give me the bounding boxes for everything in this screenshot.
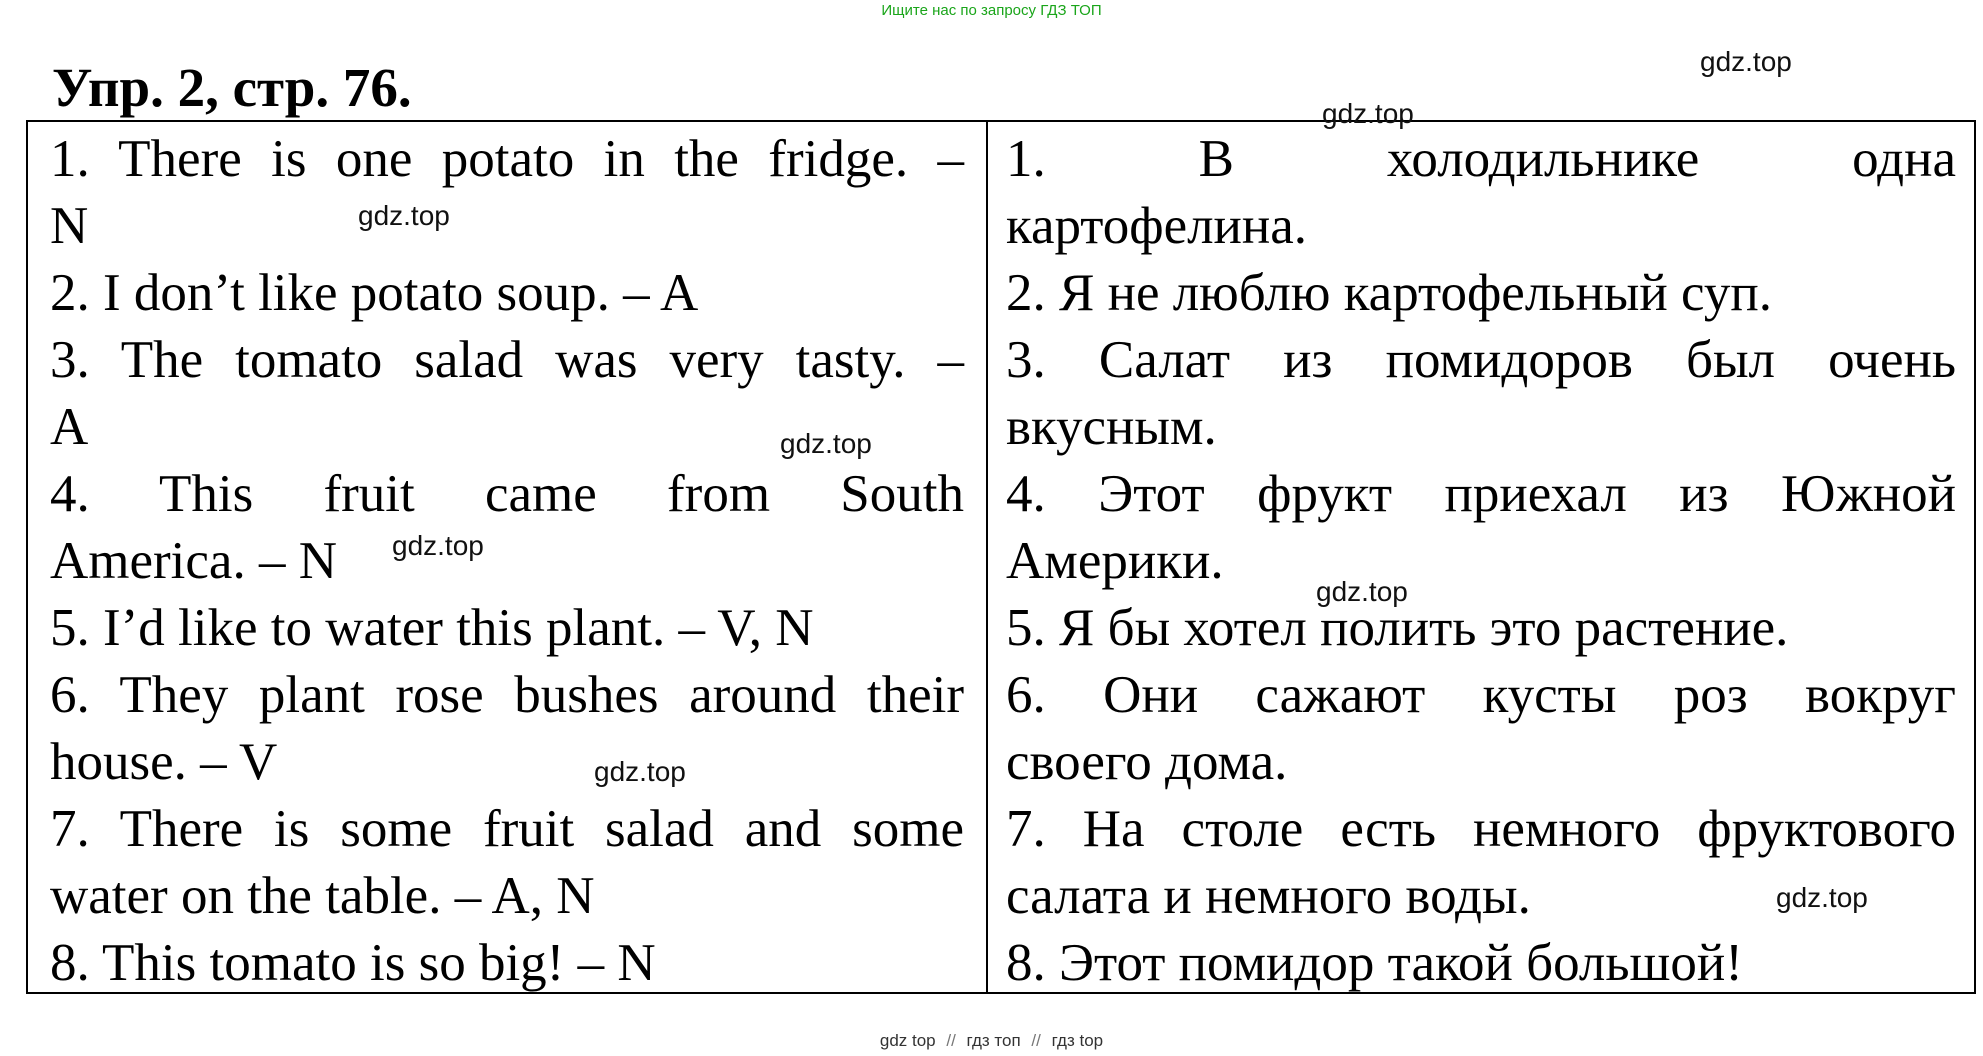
footer-links [0, 1030, 1983, 1052]
exercise-title: Упр. 2, стр. 76. [52, 57, 412, 118]
russian-row-7-cont: салата и немного воды. [1006, 867, 1531, 925]
english-row-7-cont: water on the table. – A, N [50, 867, 595, 925]
russian-row-3-cont: вкусным. [1006, 398, 1217, 456]
english-row-6: 6. They plant rose bushes around their [50, 666, 964, 724]
answer-table [26, 120, 1976, 994]
russian-row-2: 2. Я не люблю картофельный суп. [1006, 264, 1772, 322]
english-row-5: 5. I’d like to water this plant. – V, N [50, 599, 814, 657]
russian-row-4-cont: Америки. [1006, 532, 1224, 590]
footer-link-gdz-top-ru[interactable]: гдз топ [966, 1031, 1021, 1050]
english-row-2: 2. I don’t like potato soup. – A [50, 264, 699, 322]
russian-row-4: 4. Этот фрукт приехал из Южной [1006, 465, 1956, 523]
english-column [28, 122, 988, 992]
russian-row-7: 7. На столе есть немного фруктового [1006, 800, 1956, 858]
english-row-8: 8. This tomato is so big! – N [50, 934, 656, 992]
english-row-1: 1. There is one potato in the fridge. – [50, 130, 964, 188]
russian-row-1: 1. В холодильнике одна [1006, 130, 1956, 188]
russian-row-5: 5. Я бы хотел полить это растение. [1006, 599, 1789, 657]
footer-link-gdz-top-mixed[interactable]: гдз top [1051, 1031, 1104, 1050]
english-row-4: 4. This fruit came from South [50, 465, 964, 523]
russian-row-1-cont: картофелина. [1006, 197, 1308, 255]
english-row-1-cont: N [50, 197, 89, 255]
russian-row-3: 3. Салат из помидоров был очень [1006, 331, 1956, 389]
footer-separator: // [1031, 1031, 1041, 1050]
watermark: gdz.top [594, 756, 686, 787]
russian-column [988, 122, 1974, 992]
english-row-3: 3. The tomato salad was very tasty. – [50, 331, 964, 389]
russian-row-8: 8. Этот помидор такой большой! [1006, 934, 1743, 992]
footer-separator: // [946, 1031, 956, 1050]
search-hint-note: Ищите нас по запросу ГДЗ ТОП [881, 2, 1102, 19]
footer-link-gdz-top[interactable]: gdz top [879, 1031, 936, 1050]
english-row-7: 7. There is some fruit salad and some [50, 800, 964, 858]
watermark: gdz.top [358, 200, 450, 231]
russian-row-6-cont: своего дома. [1006, 733, 1288, 791]
watermark: gdz.top [392, 530, 484, 561]
russian-row-6: 6. Они сажают кусты роз вокруг [1006, 666, 1956, 724]
watermark: gdz.top [1316, 576, 1408, 607]
watermark: gdz.top [780, 428, 872, 459]
watermark: gdz.top [1700, 46, 1792, 77]
english-row-4-cont: America. – N [50, 532, 337, 590]
watermark: gdz.top [1322, 98, 1414, 129]
watermark: gdz.top [1776, 882, 1868, 913]
english-row-6-cont: house. – V [50, 733, 278, 791]
english-row-3-cont: A [50, 398, 89, 456]
